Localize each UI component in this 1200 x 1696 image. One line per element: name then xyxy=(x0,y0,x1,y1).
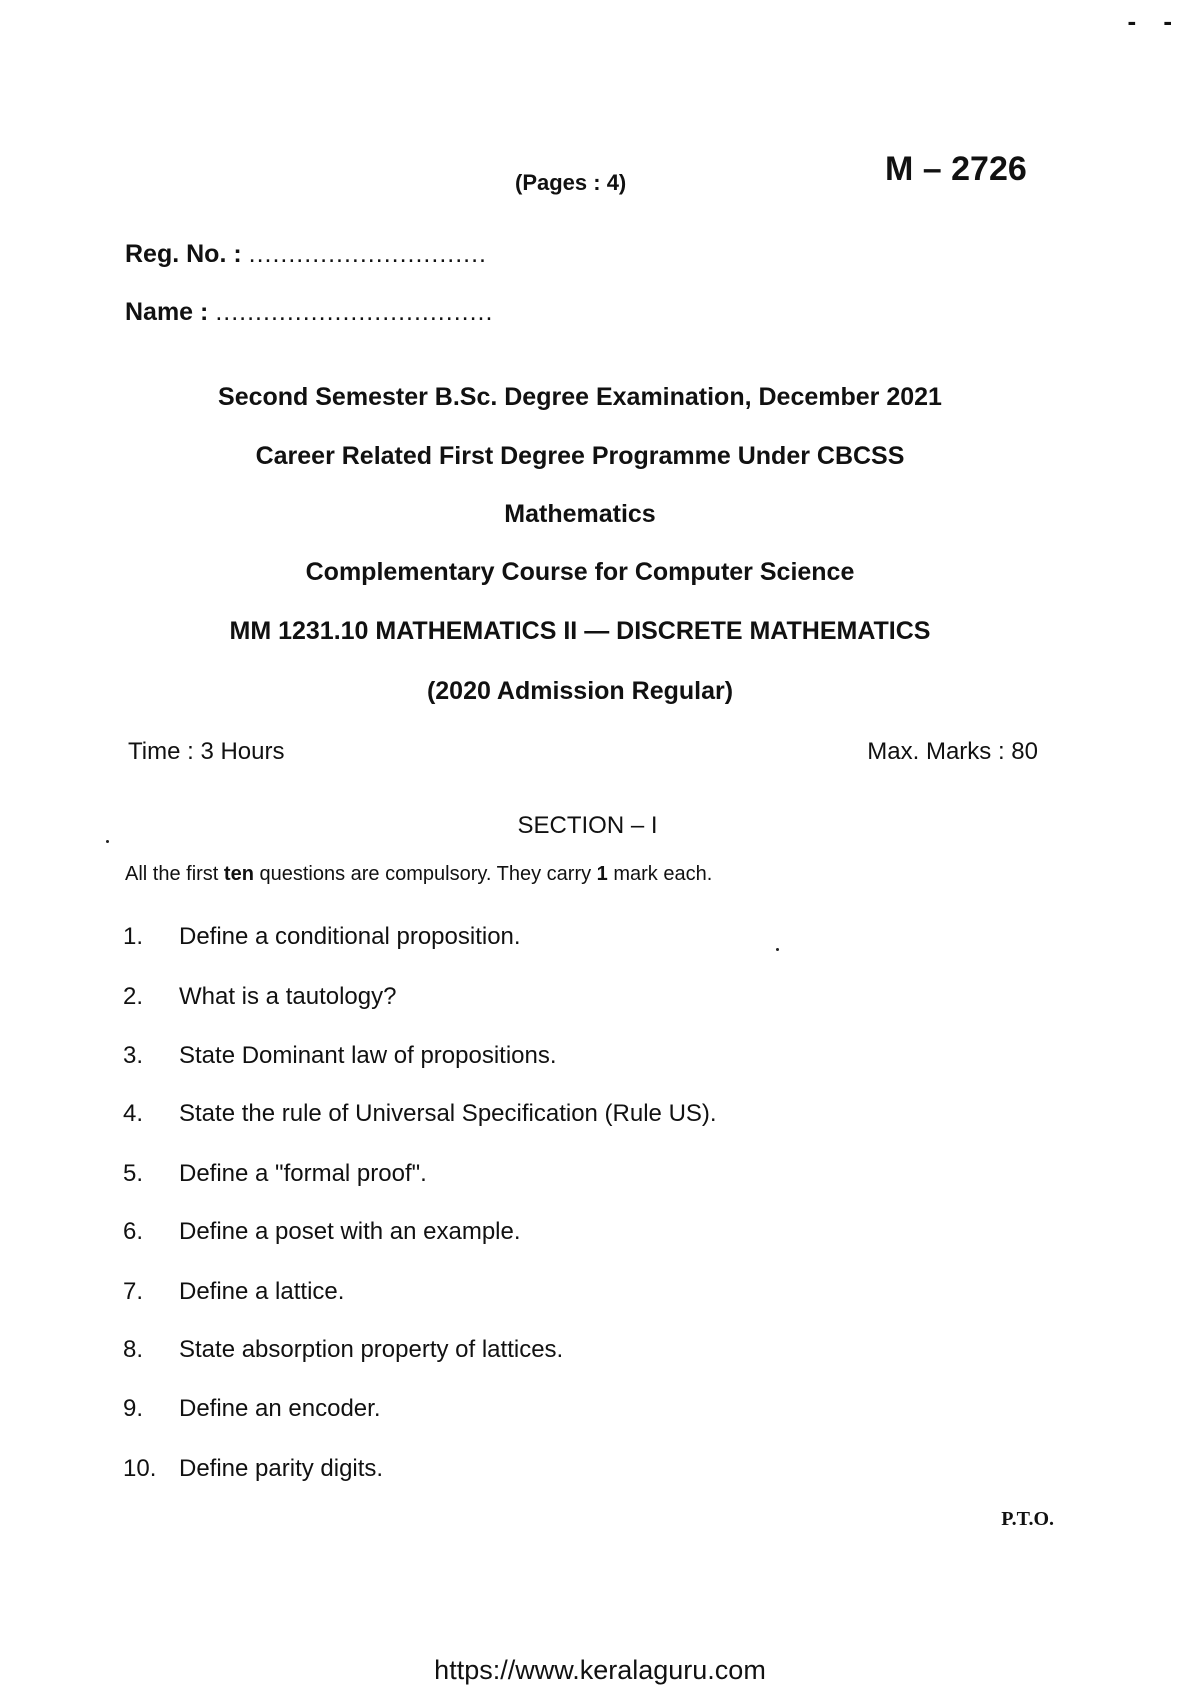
instruction-text: questions are compulsory. They carry xyxy=(253,863,597,885)
reg-no-blank: .............................. xyxy=(248,240,487,268)
question-item xyxy=(123,1042,557,1070)
question-text: What is a tautology? xyxy=(179,983,397,1010)
question-number: 9. xyxy=(123,1395,144,1422)
exam-duration: Time : 3 Hours xyxy=(128,738,285,765)
pto-note: P.T.O. xyxy=(1001,1508,1054,1530)
question-number: 6. xyxy=(123,1218,144,1245)
corner-mark: - - xyxy=(1127,6,1182,36)
question-item xyxy=(123,1278,344,1306)
paper-code: M – 2726 xyxy=(885,150,1027,188)
exam-title: Second Semester B.Sc. Degree Examination, December 2021 xyxy=(218,383,942,411)
question-number: 8. xyxy=(123,1336,144,1363)
question-text: State the rule of Universal Specification (Rule US). xyxy=(179,1100,717,1127)
question-number: 10. xyxy=(123,1455,157,1482)
question-text: Define an encoder. xyxy=(179,1395,381,1422)
question-text: Define a conditional proposition. xyxy=(179,923,521,950)
page-count: (Pages : 4) xyxy=(515,170,627,195)
max-marks: Max. Marks : 80 xyxy=(867,738,1038,765)
question-item xyxy=(123,1455,383,1483)
question-item xyxy=(123,983,396,1011)
reg-no-field xyxy=(125,240,487,269)
instruction-text: mark each. xyxy=(607,863,713,885)
question-item xyxy=(123,1100,717,1128)
question-item xyxy=(123,1395,380,1423)
question-text: Define a poset with an example. xyxy=(179,1218,521,1245)
question-number: 7. xyxy=(123,1278,144,1305)
question-number: 5. xyxy=(123,1160,144,1187)
question-item xyxy=(123,1160,427,1188)
question-number: 4. xyxy=(123,1100,144,1127)
question-number: 1. xyxy=(123,923,144,950)
admission-title: (2020 Admission Regular) xyxy=(426,677,734,705)
name-field xyxy=(125,298,493,327)
section-heading: SECTION – I xyxy=(517,812,658,839)
question-item xyxy=(123,1218,521,1246)
section-instructions xyxy=(125,863,712,886)
question-text: Define a lattice. xyxy=(179,1278,345,1305)
programme-title: Career Related First Degree Programme Under CBCSS xyxy=(255,442,905,470)
subject-title: Mathematics xyxy=(504,500,656,528)
question-text: Define parity digits. xyxy=(179,1455,384,1482)
question-text: State Dominant law of propositions. xyxy=(179,1042,557,1069)
scan-speck xyxy=(106,840,109,843)
question-number: 3. xyxy=(123,1042,144,1069)
question-text: Define a "formal proof". xyxy=(179,1160,427,1187)
name-label: Name : xyxy=(125,298,209,326)
paper-title: MM 1231.10 MATHEMATICS II — DISCRETE MATHEMATICS xyxy=(229,617,931,645)
reg-no-label: Reg. No. : xyxy=(125,240,242,268)
instruction-emphasis: ten xyxy=(223,863,254,885)
question-text: State absorption property of lattices. xyxy=(179,1336,564,1363)
question-item xyxy=(123,923,521,951)
instruction-emphasis: 1 xyxy=(596,863,608,885)
name-blank: ................................... xyxy=(215,298,494,326)
scan-speck xyxy=(776,948,779,951)
instruction-text: All the first xyxy=(125,863,224,885)
question-item xyxy=(123,1336,563,1364)
footer-url[interactable]: https://www.keralaguru.com xyxy=(434,1655,766,1685)
course-title: Complementary Course for Computer Science xyxy=(305,558,855,586)
question-number: 2. xyxy=(123,983,144,1010)
